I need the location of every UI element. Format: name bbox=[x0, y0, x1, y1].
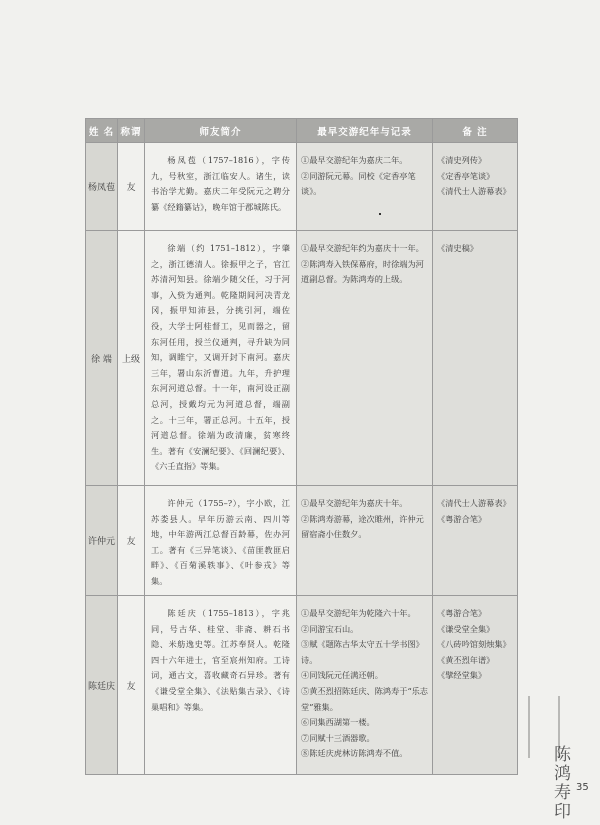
person-name: 许仲元 bbox=[86, 486, 118, 596]
records-list bbox=[297, 143, 432, 204]
seal-text: 陈鸿寿印 bbox=[550, 745, 570, 821]
table-row bbox=[86, 596, 518, 775]
header-name: 姓 名 bbox=[86, 119, 118, 143]
person-name: 陈廷庆 bbox=[86, 596, 118, 775]
biography-table bbox=[85, 118, 518, 775]
note-item: 《黄丕烈年谱》 bbox=[437, 654, 495, 665]
record-item: ②同游阮元幕。同校《定香亭笔谈》。 bbox=[301, 170, 416, 197]
bio-cell bbox=[145, 143, 297, 231]
records-list bbox=[297, 486, 432, 547]
header-bio: 师友简介 bbox=[145, 119, 297, 143]
note-item: 《谦受堂全集》 bbox=[437, 623, 495, 634]
records-cell bbox=[297, 596, 433, 775]
relation: 友 bbox=[118, 143, 145, 231]
note-item: 《粤游合笔》 bbox=[437, 608, 487, 618]
record-item: ①最早交游纪年为嘉庆二年。 bbox=[301, 155, 408, 165]
header-notes: 备 注 bbox=[433, 119, 518, 143]
record-item: ②同游宝石山。 bbox=[301, 623, 359, 634]
records-list bbox=[297, 231, 432, 292]
table-row bbox=[86, 143, 518, 231]
page-number: 35 bbox=[576, 782, 589, 793]
note-item: 《擘经堂集》 bbox=[437, 670, 487, 681]
table-header-row bbox=[86, 119, 518, 143]
bio-text: 陈廷庆（1755–1813），字兆同，号古华、桂堂、非斋、耕石书隐、米舫逸史等。江苏奉贤人。乾隆四十六年进士，官至宸州知府。工诗词，通古文，喜收藏奇石异珍。著有《谦受堂全集》、《法贴集古录》、《诗巢唱和》等集。 bbox=[151, 608, 290, 712]
notes-cell bbox=[433, 486, 518, 596]
record-item: ④同饯阮元任满还朝。 bbox=[301, 670, 383, 681]
records-cell bbox=[297, 231, 433, 486]
table-row bbox=[86, 231, 518, 486]
note-item: 《清代士人游幕表》 bbox=[437, 498, 511, 508]
bio-cell bbox=[145, 231, 297, 486]
record-item: ①最早交游纪年约为嘉庆十一年。 bbox=[301, 243, 424, 253]
person-name: 徐 端 bbox=[86, 231, 118, 486]
table-row bbox=[86, 486, 518, 596]
records-list bbox=[297, 596, 432, 766]
header-records: 最早交游纪年与记录 bbox=[297, 119, 433, 143]
relation: 上级 bbox=[118, 231, 145, 486]
notes-cell bbox=[433, 143, 518, 231]
record-item: ③赋《题陈古华太守五十学书图》诗。 bbox=[301, 639, 424, 665]
bio-text: 杨凤苞（1757–1816），字传九，号秋室，浙江临安人。诸生，读书治学尤勤。嘉庆二年受阮元之聘分纂《经籍纂诂》，晚年馆于郡城陈氏。 bbox=[151, 155, 290, 212]
relation: 友 bbox=[118, 486, 145, 596]
note-item: 《清代士人游幕表》 bbox=[437, 186, 511, 197]
bio-text: 徐端（约 1751–1812），字肇之，浙江德清人。徐振甲之子，官江苏清河知县。徐端少随父任，习于河事，入赀为通判。乾隆期间河决青龙冈，振甲知沛县，分挑引河，端佐役，大学士阿桂督工，见而器之，留东河任用，授兰仪通判，寻升缺为同知，调睢宁，又调开封下南河。嘉庆三年，署山东沂曹道。九年，升护理东河河道总督。十一年，南河设正副总河，授戴均元为河道总督，端副之。十三年，署正总河。十五年，授河道总督。徐端为政清廉，贫寒终生。著有《安澜纪要》、《回澜纪要》、《六壬直指》等集。 bbox=[151, 243, 290, 472]
record-item: ①最早交游纪年为嘉庆十年。 bbox=[301, 498, 408, 508]
note-item: 《清史稿》 bbox=[437, 243, 478, 253]
note-item: 《定香亭笔谈》 bbox=[437, 170, 495, 181]
bio-cell bbox=[145, 486, 297, 596]
relation: 友 bbox=[118, 596, 145, 775]
notes-cell bbox=[433, 596, 518, 775]
person-name: 杨凤苞 bbox=[86, 143, 118, 231]
records-cell bbox=[297, 143, 433, 231]
record-item: ①最早交游纪年为乾隆六十年。 bbox=[301, 608, 416, 618]
record-item: ⑧陈廷庆虎林访陈鸿寿不值。 bbox=[301, 748, 408, 759]
records-cell bbox=[297, 486, 433, 596]
note-item: 《清史列传》 bbox=[437, 155, 487, 165]
stray-mark bbox=[379, 213, 381, 215]
notes-cell bbox=[433, 231, 518, 486]
record-item: ⑦同赋十三酒器歌。 bbox=[301, 732, 375, 743]
note-item: 《八砖吟馆刻烛集》 bbox=[437, 639, 511, 650]
header-relation: 称谓 bbox=[118, 119, 145, 143]
bio-text: 许仲元（1755–?），字小欧，江苏娄县人。早年历游云南、四川等地，中年游两江总督百龄幕，佐办河工。著有《三异笔谈》、《苗匪教匪启畔》、《百菊溪轶事》、《叶参戎》等集。 bbox=[151, 498, 290, 586]
notes-list bbox=[433, 596, 517, 688]
record-item: ⑥同集西湖第一楼。 bbox=[301, 717, 375, 728]
bio-cell bbox=[145, 596, 297, 775]
notes-list bbox=[433, 486, 517, 531]
record-item: ⑤黄丕烈招陈廷庆、陈鸿寿于“乐志堂”雅集。 bbox=[301, 685, 428, 712]
note-item: 《粤游合笔》 bbox=[437, 513, 487, 524]
notes-list bbox=[433, 143, 517, 204]
record-item: ②陈鸿寿游幕，途次睢州，许仲元留宿斋小住数夕。 bbox=[301, 513, 424, 540]
record-item: ②陈鸿寿入铁保幕府，时徐端为河道副总督。为陈鸿寿的上级。 bbox=[301, 258, 424, 285]
notes-list bbox=[433, 231, 517, 261]
